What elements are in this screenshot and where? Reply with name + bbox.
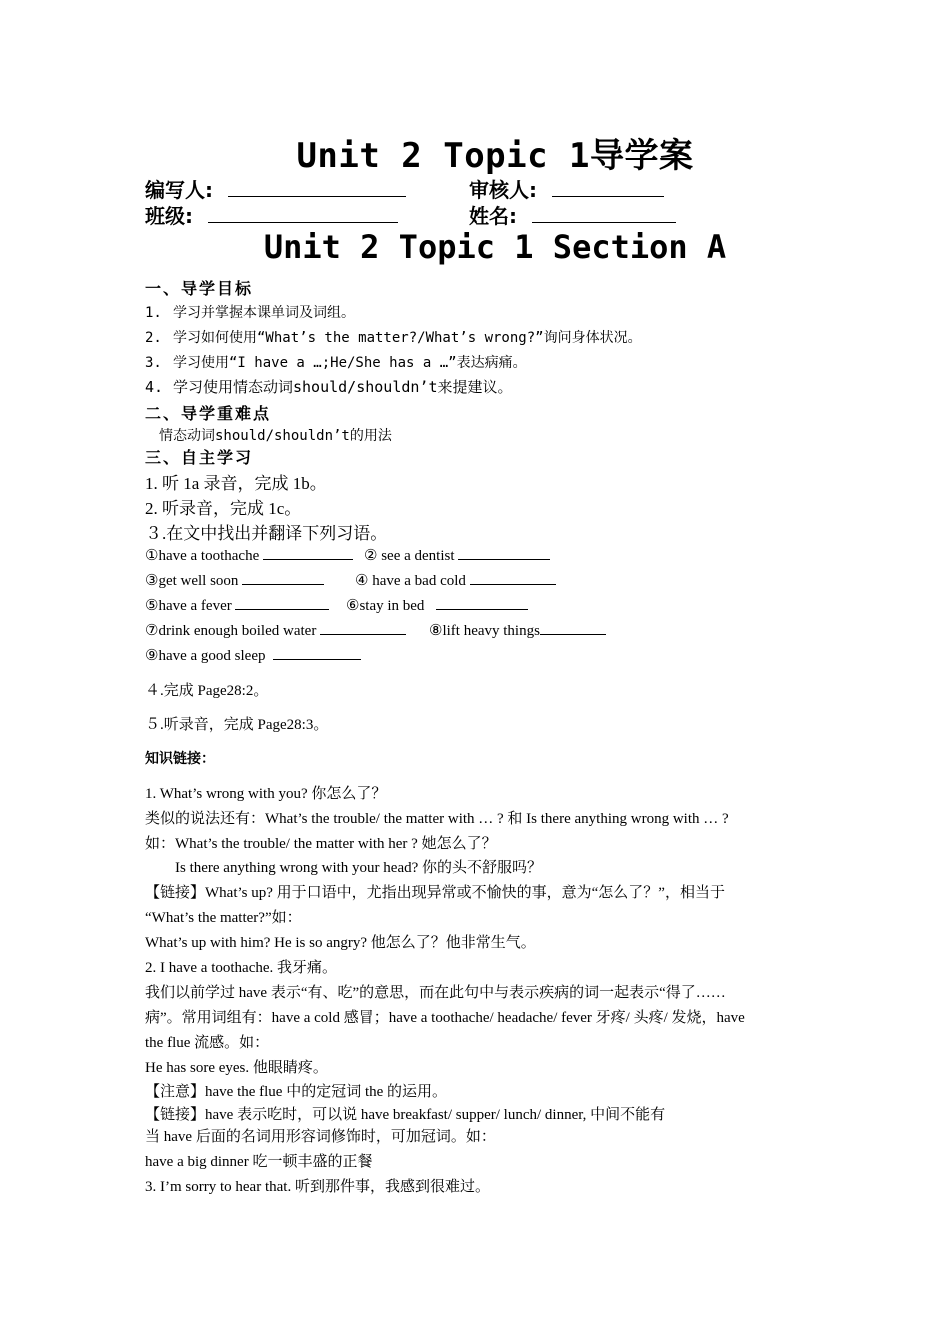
study-step-5: ５.听录音，完成 Page28:3。: [145, 717, 329, 733]
phrase-item: ⑥stay in bed: [346, 595, 528, 615]
class-label: 班级:: [145, 204, 193, 228]
self-study-heading: 三、自主学习: [145, 448, 254, 467]
phrase-item: ③get well soon: [145, 570, 324, 590]
goal-item: 3. 学习使用“I have a …;He/She has a …”表达病痛。: [145, 355, 527, 371]
knowledge-line: the flue 流感。如：: [145, 1035, 270, 1051]
phrase-item: ①have a toothache: [145, 545, 353, 565]
answer-blank[interactable]: [320, 620, 406, 635]
knowledge-line: He has sore eyes. 他眼睛疼。: [145, 1060, 328, 1076]
answer-blank[interactable]: [436, 595, 528, 610]
main-title: Unit 2 Topic 1导学案: [296, 136, 694, 176]
knowledge-line: What’s up with him? He is so angry? 他怎么了？他非常生气。: [145, 935, 536, 951]
writer-row: [145, 174, 406, 202]
phrase-item: ② see a dentist: [364, 545, 550, 565]
answer-blank[interactable]: [470, 570, 556, 585]
knowledge-line: Is there anything wrong with your head? 你的头不舒服吗？: [145, 860, 543, 876]
knowledge-line: 如：What’s the trouble/ the matter with her ? 她怎么了？: [145, 836, 497, 852]
knowledge-line: 类似的说法还有：What’s the trouble/ the matter with … ? 和 Is there anything wrong with … ?: [145, 811, 729, 827]
goals-heading: 一、导学目标: [145, 279, 254, 298]
key-points-heading: 二、导学重难点: [145, 404, 272, 423]
study-step-4: ４.完成 Page28:2。: [145, 683, 269, 699]
phrase-item: ④ have a bad cold: [355, 570, 556, 590]
class-blank[interactable]: [208, 204, 398, 223]
goal-item: 1. 学习并掌握本课单词及词组。: [145, 305, 355, 321]
reviewer-blank[interactable]: [552, 178, 664, 197]
answer-blank[interactable]: [273, 645, 361, 660]
reviewer-row: [469, 174, 664, 202]
class-row: [145, 200, 398, 228]
name-row: [469, 200, 676, 228]
answer-blank[interactable]: [235, 595, 329, 610]
section-title: Unit 2 Topic 1 Section A: [263, 228, 727, 266]
phrase-item: ⑤have a fever: [145, 595, 329, 615]
study-step-3: ３.在文中找出并翻译下列习语。: [145, 524, 388, 543]
knowledge-line: 当 have 后面的名词用形容词修饰时，可加冠词。如：: [145, 1129, 496, 1145]
key-points-text: 情态动词should/shouldn’t的用法: [159, 428, 392, 444]
phrase-item: ⑨have a good sleep: [145, 645, 361, 665]
answer-blank[interactable]: [540, 620, 606, 635]
knowledge-line: 我们以前学过 have 表示“有、吃”的意思，而在此句中与表示疾病的词一起表示“得了……: [145, 985, 726, 1001]
knowledge-line: have a big dinner 吃一顿丰盛的正餐: [145, 1154, 373, 1170]
knowledge-line: 病”。常用词组有：have a cold 感冒；have a toothache/ headache/ fever 牙疼/ 头疼/ 发烧，have: [145, 1010, 745, 1026]
writer-blank[interactable]: [228, 178, 406, 197]
knowledge-line: 【链接】have 表示吃时，可以说 have breakfast/ supper/ lunch/ dinner, 中间不能有: [145, 1107, 666, 1123]
name-label: 姓名:: [469, 204, 517, 228]
study-step-2: 2. 听录音，完成 1c。: [145, 499, 302, 518]
knowledge-line: “What’s the matter?”如：: [145, 910, 302, 926]
knowledge-line: 【链接】What’s up? 用于口语中，尤指出现异常或不愉快的事，意为“怎么了？”，相当于: [145, 885, 725, 901]
knowledge-line: 【注意】have the flue 中的定冠词 the 的运用。: [145, 1084, 448, 1100]
goal-item: 4. 学习使用情态动词should/shouldn’t来提建议。: [145, 378, 513, 396]
writer-label: 编写人:: [145, 178, 213, 202]
answer-blank[interactable]: [263, 545, 353, 560]
answer-blank[interactable]: [242, 570, 324, 585]
study-step-1: 1. 听 1a 录音，完成 1b。: [145, 474, 327, 493]
answer-blank[interactable]: [458, 545, 550, 560]
reviewer-label: 审核人:: [469, 178, 537, 202]
knowledge-line: 2. I have a toothache. 我牙痛。: [145, 960, 338, 976]
knowledge-line: 1. What’s wrong with you? 你怎么了？: [145, 786, 387, 802]
name-blank[interactable]: [532, 204, 676, 223]
goal-item: 2. 学习如何使用“What’s the matter?/What’s wrong?”询问身体状况。: [145, 330, 642, 346]
phrase-item: ⑧lift heavy things: [429, 620, 606, 640]
phrase-item: ⑦drink enough boiled water: [145, 620, 406, 640]
knowledge-heading: 知识链接：: [145, 751, 215, 767]
knowledge-line: 3. I’m sorry to hear that. 听到那件事，我感到很难过。: [145, 1179, 490, 1195]
